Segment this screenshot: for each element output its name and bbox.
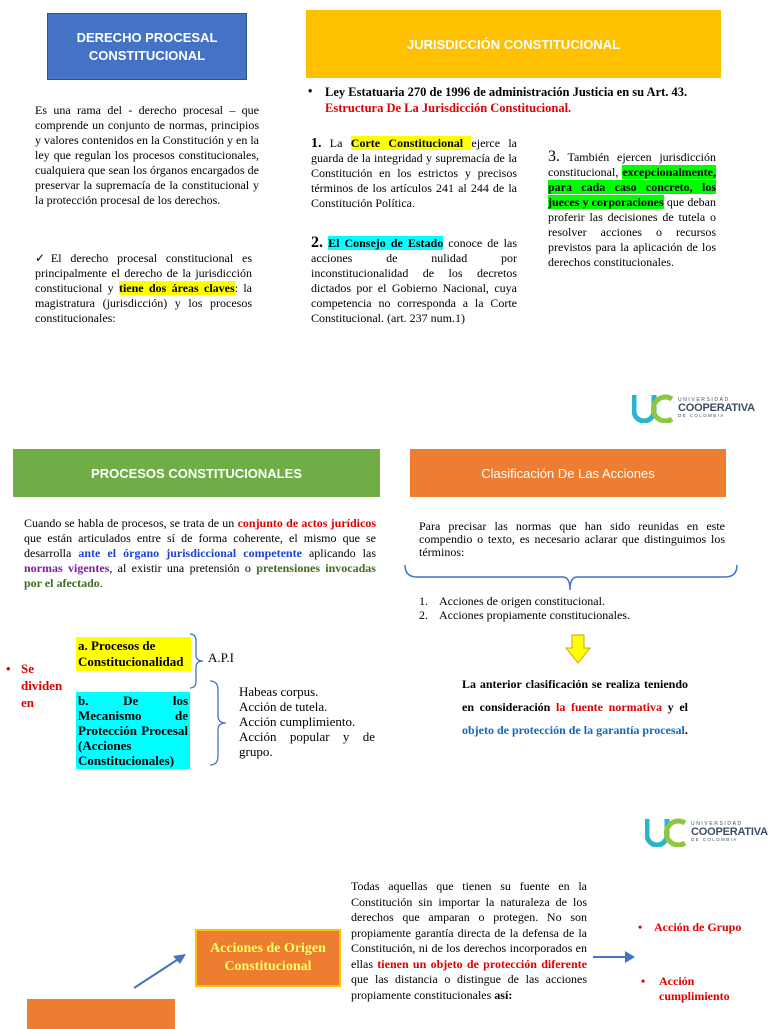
orange-box-partial xyxy=(27,999,175,1029)
universidad-logo: UNIVERSIDAD COOPERATIVA DE COLOMBIA xyxy=(632,393,755,423)
procesos-title: PROCESOS CONSTITUCIONALES xyxy=(91,465,302,481)
jurisdiccion-title: JURISDICCIÓN CONSTITUCIONAL xyxy=(406,36,621,52)
mecanismo-item: Habeas corpus. xyxy=(239,684,319,699)
mecanismos-list xyxy=(239,684,375,759)
item-consejo-estado: 2. El Consejo de Estado conoce de las acciones de nulidad por inconstitucionalidad de los decretos dictados por el Gobierno Nacional, cuya competencia no corresponda a la Corte Constitucional. (art. 237 num.1) xyxy=(311,234,518,325)
jurisdiccion-title-box xyxy=(306,10,721,78)
acciones-origen-box: Acciones de Origen Constitucional xyxy=(195,929,341,987)
accion-cumplimiento-item: • Acción cumplimiento xyxy=(641,974,730,1003)
clasificacion-paragraph: Para precisar las normas que han sido reunidas en este compendio o texto, es necesario aclarar que distinguimos los términos: xyxy=(419,519,725,559)
universidad-logo: UNIVERSIDAD COOPERATIVA DE COLOMBIA xyxy=(645,817,768,847)
acciones-list xyxy=(419,594,725,622)
ucc-logo-icon xyxy=(645,817,687,847)
ley-estatuaria-item: • Ley Estatuaria 270 de 1996 de administración Justicia en su Art. 43. Estructura De La Jurisdicción Constitucional. xyxy=(308,84,688,115)
derecho-procesal-title: DERECHO PROCESAL CONSTITUCIONAL xyxy=(76,29,218,63)
clasificacion-conclusion: La anterior clasificación se realiza teniendo en consideración la fuente normativa y el objeto de protección de la garantía procesal. xyxy=(462,677,688,737)
brace-mecanismos xyxy=(208,680,228,766)
procesos-constitucionalidad-box: a. Procesos de Constitucionalidad xyxy=(76,637,191,671)
procesos-constitucionales-box xyxy=(13,449,380,497)
clasificacion-title: Clasificación De Las Acciones xyxy=(481,465,655,481)
mecanismo-item: Acción cumplimiento. xyxy=(239,714,356,729)
ucc-logo-icon xyxy=(632,393,674,423)
item-corte-constitucional: 1. La Corte Constitucional ejerce la guarda de la integridad y supremacía de la Constitución en los estrictos y precisos términos de los artículos 241 al 244 de la Constitución Política. xyxy=(311,136,518,210)
brace-clasificacion xyxy=(403,563,739,593)
mecanismos-proteccion-box: b. De los Mecanismo de Protección Procesal (Acciones Constitucionales) xyxy=(78,693,188,768)
bullet-icon: • xyxy=(641,974,646,988)
list-item: 1. Acciones de origen constitucional. xyxy=(419,594,605,608)
derecho-procesal-title-box xyxy=(47,13,247,80)
mecanismo-item: Acción popular y de grupo. xyxy=(239,729,375,759)
bullet-icon: • xyxy=(638,920,643,934)
bullet-icon: • xyxy=(6,661,11,676)
se-dividen-label: • Se dividen en xyxy=(6,661,63,710)
down-arrow-icon xyxy=(565,634,591,664)
arrow-right-icon xyxy=(592,950,636,964)
bullet-icon: • xyxy=(308,84,313,98)
intro-paragraph: Es una rama del - derecho procesal – que comprende un conjunto de normas, principios y valores contenidos en la Constitución y en la ley que regulan los procesos constitucionales, cualquiera que sean los órganos encargados de preservar la supremacía de la constitucional y la protección procesal de los derechos. xyxy=(35,103,259,207)
api-label: A.P.I xyxy=(208,650,235,665)
arrow-to-origen-icon xyxy=(130,950,190,992)
brace-api xyxy=(189,633,205,689)
accion-grupo-item: • Acción de Grupo xyxy=(638,920,742,934)
check-paragraph: ✓El derecho procesal constitucional es principalmente el derecho de la jurisdicción constitucional y tiene dos áreas claves: la magistratura (jurisdicción) y los procesos constitucionales: xyxy=(35,251,252,325)
procesos-paragraph: Cuando se habla de procesos, se trata de un conjunto de actos jurídicos que están articulados entre sí de forma coherente, el mismo que se desarrolla ante el órgano jurisdiccional competente aplicando las normas vigentes, al existir una pretensión o pretensiones invocadas por el afectado. xyxy=(24,516,376,590)
origen-paragraph: Todas aquellas que tienen su fuente en la Constitución sin importar la naturaleza de los derechos que amparan o protegen. No son propiamente garantía directa de la defensa de la Constitución, ni de los derechos incorporados en ellas tienen un objeto de protección diferente que las distancia o distingue de las acciones propiamente constitucionales así: xyxy=(351,879,587,1002)
mecanismo-item: Acción de tutela. xyxy=(239,699,328,714)
clasificacion-box xyxy=(410,449,726,497)
check-icon: ✓ xyxy=(35,251,51,265)
list-item: 2. Acciones propiamente constitucionales. xyxy=(419,608,630,622)
item-jueces-corporaciones: 3. También ejercen jurisdicción constitucional, excepcionalmente, para cada caso concreto, los jueces y corporaciones que deban proferir las decisiones de tutela o resolver acciones o recursos previstos para la aplicación de los derechos constitucionales. xyxy=(548,148,716,269)
